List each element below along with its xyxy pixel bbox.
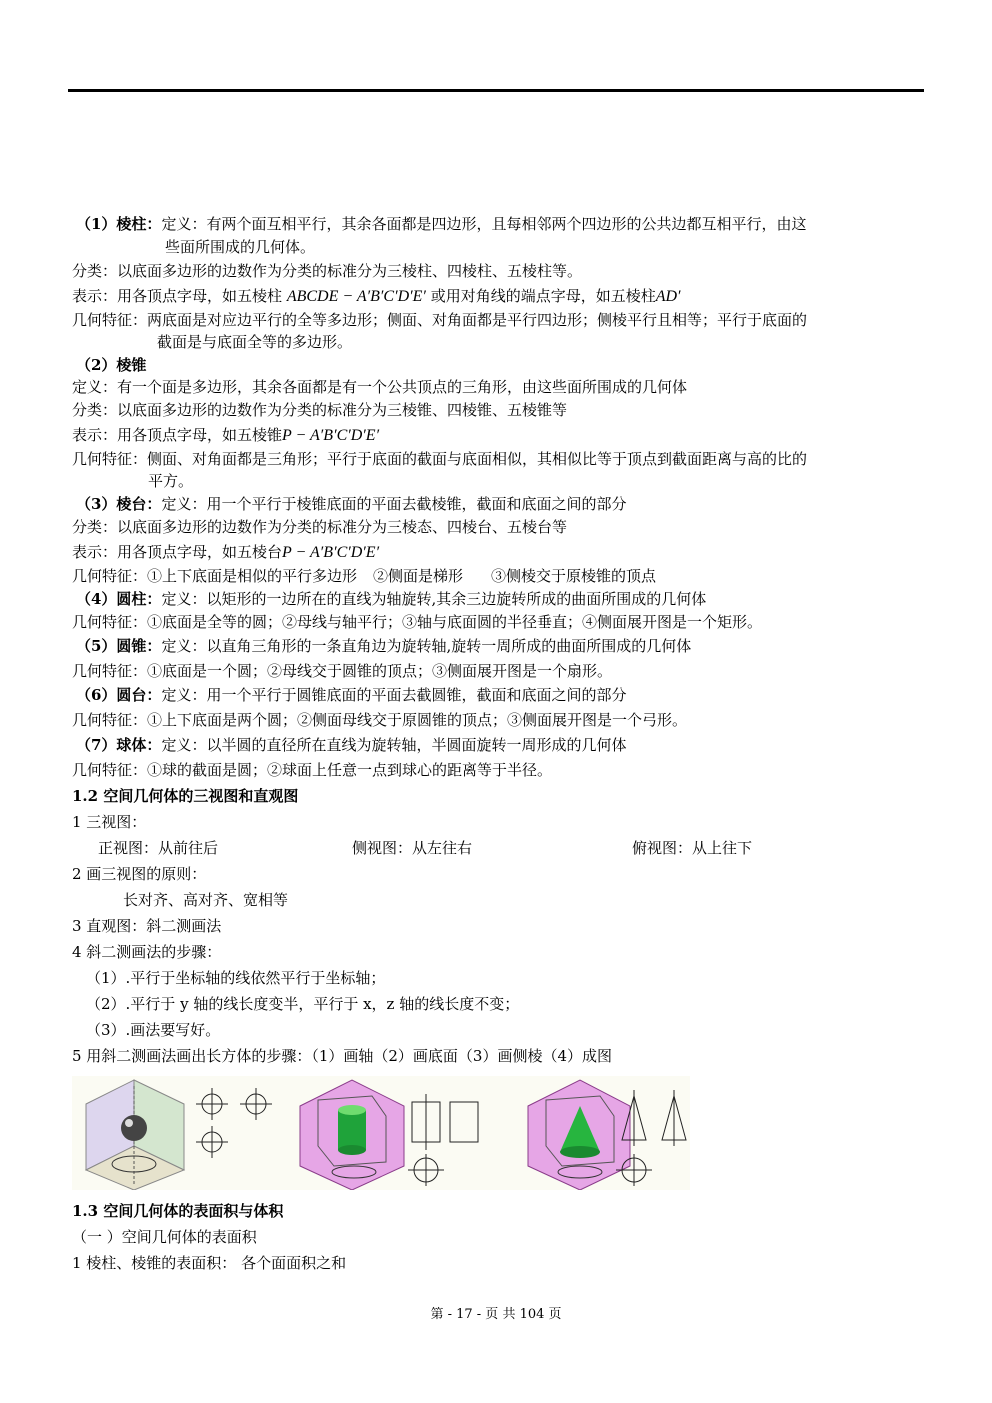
pyramid-representation: 表示：用各顶点字母，如五棱锥P − A′B′C′D′E′ (72, 426, 380, 444)
frustum-features: 几何特征：①上下底面是相似的平行多边形 ②侧面是梯形 ③侧棱交于原棱锥的顶点 (72, 567, 657, 585)
cone-features: 几何特征：①底面是一个圆；②母线交于圆锥的顶点；③侧面展开图是一个扇形。 (72, 662, 613, 680)
prism-pyramid-surface-item: 1 棱柱、棱锥的表面积： 各个面面积之和 (72, 1254, 347, 1272)
prism-representation: 表示：用各顶点字母，如五棱柱 ABCDE − A′B′C′D′E′ 或用对角线的端点字母，如五棱柱AD′ (72, 287, 681, 305)
section-1-2-heading: 1.2 空间几何体的三视图和直观图 (72, 787, 299, 805)
prism-title: （1）棱柱： (76, 215, 162, 233)
prism-features: 几何特征：两底面是对应边平行的全等多边形；侧面、对角面都是平行四边形；侧棱平行且相等；平行于底面的 (72, 311, 808, 329)
steps-item: 4 斜二测画法的步骤： (72, 943, 222, 961)
sphere-features: 几何特征：①球的截面是圆；②球面上任意一点到球心的距离等于半径。 (72, 761, 553, 779)
prism-math-2: AD′ (655, 288, 681, 305)
pyramid-features: 几何特征：侧面、对角面都是三角形；平行于底面的截面与底面相似，其相似比等于顶点到截面距离与高的比的 (72, 450, 808, 468)
pyramid-features-cont: 平方。 (148, 472, 194, 490)
prism-math-1: ABCDE − A′B′C′D′E′ (286, 288, 426, 305)
top-view: 俯视图：从上往下 (632, 839, 753, 857)
side-view: 侧视图：从左往右 (352, 839, 473, 857)
step-1: （1）.平行于坐标轴的线依然平行于坐标轴； (86, 969, 386, 987)
pyramid-definition: 定义：有一个面是多边形，其余各面都是有一个公共顶点的三角形，由这些面所围成的几何体 (72, 378, 688, 396)
pyramid-classification: 分类：以底面多边形的边数作为分类的标准分为三棱锥、四棱锥、五棱锥等 (72, 401, 568, 419)
section-1-3-heading: 1.3 空间几何体的表面积与体积 (72, 1202, 284, 1220)
oblique-item: 3 直观图：斜二测画法 (72, 917, 222, 935)
cuboid-steps-item: 5 用斜二测画法画出长方体的步骤：（1）画轴（2）画底面（3）画侧棱（4）成图 (72, 1047, 612, 1065)
sphere-definition: （7）球体：定义：以半圆的直径所在直线为旋转轴，半圆面旋转一周形成的几何体 (76, 736, 627, 754)
step-3: （3）.画法要写好。 (86, 1021, 221, 1039)
prism-classification: 分类：以底面多边形的边数作为分类的标准分为三棱柱、四棱柱、五棱柱等。 (72, 262, 583, 280)
prism-features-cont: 截面是与底面全等的多边形。 (157, 333, 353, 351)
trunc-cone-features: 几何特征：①上下底面是两个圆；②侧面母线交于原圆锥的顶点；③侧面展开图是一个弓形。 (72, 711, 688, 729)
cylinder-definition: （4）圆柱：定义：以矩形的一边所在的直线为轴旋转,其余三边旋转所成的曲面所围成的几何体 (76, 590, 707, 608)
cone-definition: （5）圆锥：定义：以直角三角形的一条直角边为旋转轴,旋转一周所成的曲面所围成的几何体 (76, 637, 692, 655)
three-views-item: 1 三视图： (72, 813, 147, 831)
three-view-figures (72, 1076, 690, 1190)
prism-definition-line: （1）棱柱：定义：有两个面互相平行，其余各面都是四边形，且每相邻两个四边形的公共边都互相平行，由这 (76, 215, 807, 233)
page-footer: 第 - 17 - 页 共 104 页 (430, 1307, 562, 1322)
frustum-classification: 分类：以底面多边形的边数作为分类的标准分为三棱态、四棱台、五棱台等 (72, 518, 568, 536)
front-view: 正视图：从前往后 (98, 839, 219, 857)
principles-text: 长对齐、高对齐、宽相等 (123, 891, 289, 909)
pyramid-title: （2）棱锥 (76, 356, 147, 374)
trunc-cone-definition: （6）圆台：定义：用一个平行于圆锥底面的平面去截圆锥，截面和底面之间的部分 (76, 686, 627, 704)
header-rule (68, 89, 924, 92)
cylinder-features: 几何特征：①底面是全等的圆；②母线与轴平行；③轴与底面圆的半径垂直；④侧面展开图是一个矩形。 (72, 613, 763, 631)
prism-definition-cont: 些面所围成的几何体。 (165, 238, 316, 256)
surface-area-subheading: （一 ）空间几何体的表面积 (72, 1228, 257, 1246)
frustum-definition: （3）棱台：定义：用一个平行于棱锥底面的平面去截棱锥，截面和底面之间的部分 (76, 495, 627, 513)
frustum-representation: 表示：用各顶点字母，如五棱台P − A′B′C′D′E′ (72, 543, 380, 561)
pyramid-math: P − A′B′C′D′E′ (282, 427, 380, 444)
step-2: （2）.平行于 y 轴的线长度变半，平行于 x，z 轴的线长度不变； (86, 995, 520, 1013)
frustum-math: P − A′B′C′D′E′ (282, 544, 380, 561)
principles-item: 2 画三视图的原则： (72, 865, 207, 883)
